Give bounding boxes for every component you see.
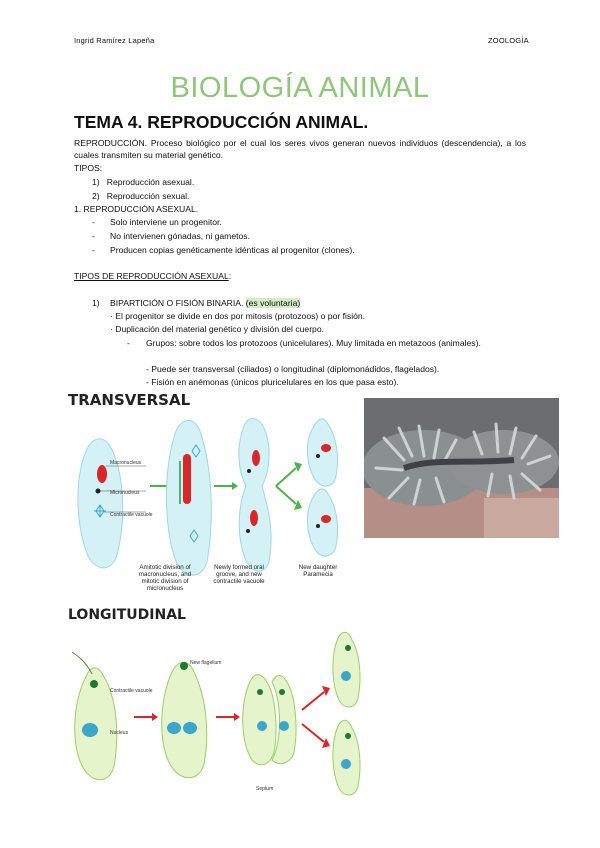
caption-stage-2-text: Newly formed oral groove, and new contractile vacuole [213, 564, 265, 585]
caption-stage-3-text: New daughter Paramecia [298, 564, 338, 578]
flagellate-septum-cell [243, 675, 296, 765]
header-author: Ingrid Ramírez Lapeña [74, 36, 155, 45]
paramecium-dividing-cell [166, 420, 211, 575]
subsection-heading: 1. REPRODUCCIÓN ASEXUAL. [74, 204, 199, 214]
label-macronucleus: Macronucleus [110, 460, 142, 466]
bullet-dash: - [92, 231, 95, 241]
bullet-dash: - [92, 217, 95, 227]
daughter-flagellate [333, 720, 360, 795]
anemone-photo [364, 398, 559, 538]
tipos-asexual-heading: TIPOS DE REPRODUCCIÓN ASEXUAL: [74, 271, 232, 281]
bullet-dash: - [92, 245, 95, 255]
nucleus [82, 723, 98, 737]
contractile-vacuole [90, 680, 98, 688]
biparticion-line: · Duplicación del material genético y división del cuerpo. [110, 324, 325, 334]
micronucleus [96, 489, 101, 494]
bullet-item: No intervienen gónadas, ni gametos. [110, 231, 250, 241]
tipo-item: 2) Reproducción sexual. [92, 191, 190, 201]
transversal-title: TRANSVERSAL [68, 391, 191, 409]
caption-stage-1-text: Amitotic division of macronucleus, and mitotic division of micronucleus [138, 564, 192, 592]
transversal-fission-figure [66, 386, 362, 604]
grupos-paragraph: Grupos: sobre todos los protozoos (unicelulares). Muy limitada en metazoos (animales). [146, 338, 481, 348]
grupos-sub-line: - Fisión en anémonas (únicos pluricelulares en los que pasa esto). [146, 377, 399, 387]
definition-paragraph: REPRODUCCIÓN. Proceso biológico por el cual los seres vivos generan nuevos individuos (descendencia), a los cuales transmiten su material genético. [74, 138, 526, 161]
page-title: BIOLOGÍA ANIMAL [170, 72, 430, 104]
macronucleus [183, 454, 191, 504]
header-subject: ZOOLOGÍA [488, 36, 529, 45]
biparticion-title-text: BIPARTICIÓN O FISIÓN BINARIA. [110, 298, 244, 308]
section-heading: TEMA 4. REPRODUCCIÓN ANIMAL. [74, 112, 369, 132]
grupos-sub-line: - Puede ser transversal (ciliados) o longitudinal (diplomonádidos, flagelados). [146, 364, 440, 374]
bullet-item: Solo interviene un progenitor. [110, 217, 222, 227]
daughter-paramecium [307, 489, 337, 556]
macronucleus [97, 465, 107, 483]
biparticion-title [110, 297, 300, 309]
tipos-label: TIPOS: [74, 163, 103, 173]
biparticion-line: · El progenitor se divide en dos por mitosis (protozoos) o por fisión. [110, 311, 366, 321]
tipos-asexual-text: TIPOS DE REPRODUCCIÓN ASEXUAL [74, 271, 229, 281]
daughter-paramecium [307, 419, 337, 486]
flagellate-dividing-cell [162, 662, 207, 778]
flagellate-cell [72, 652, 117, 780]
label-contractile-vacuole: Contractile vacuole [110, 512, 153, 518]
label-septum: Septum [256, 786, 274, 792]
bullet-item: Producen copias genéticamente idénticas al progenitor (clones). [110, 245, 355, 255]
paramecium-cell [78, 439, 123, 568]
longitudinal-title: LONGITUDINAL [68, 607, 186, 623]
highlight-note: (es voluntaria) [245, 298, 301, 308]
label-nucleus: Nucleus [110, 730, 129, 736]
longitudinal-fission-figure [66, 602, 376, 820]
bullet-dash: - [127, 338, 130, 348]
paramecium-constricting-cell [239, 419, 271, 571]
label-contractile-vacuole: Contractile vacuole [110, 688, 153, 694]
tipo-item: 1) Reproducción asexual. [92, 177, 195, 187]
label-new-flagellum: New flagellum [190, 660, 222, 666]
label-micronucleus: Micronucleus [110, 490, 140, 496]
daughter-flagellate [333, 632, 360, 707]
biparticion-number: 1) [92, 298, 100, 308]
